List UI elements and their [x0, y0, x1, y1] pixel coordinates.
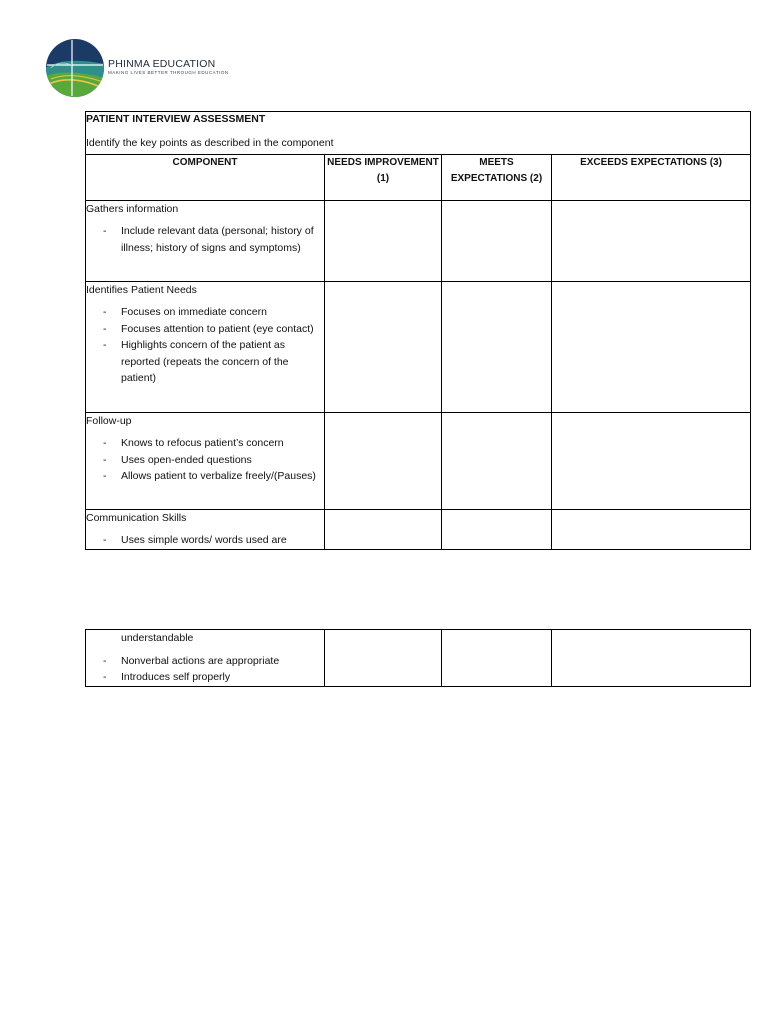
score-cell[interactable]: [552, 282, 751, 413]
score-cell[interactable]: [552, 510, 751, 550]
column-header-needs-improvement: NEEDS IMPROVEMENT (1): [325, 155, 442, 201]
column-header-component: COMPONENT: [86, 155, 325, 201]
component-name: Follow-up: [86, 415, 132, 427]
score-cell[interactable]: [325, 413, 442, 510]
score-cell[interactable]: [442, 201, 552, 282]
score-cell[interactable]: [325, 282, 442, 413]
table-header: [86, 112, 751, 155]
brand-tagline: MAKING LIVES BETTER THROUGH EDUCATION: [108, 70, 229, 75]
list-item: - Uses simple words/ words used are: [86, 532, 324, 549]
list-item: - Nonverbal actions are appropriate: [86, 653, 324, 670]
component-cell: [86, 510, 325, 550]
score-cell[interactable]: [552, 413, 751, 510]
list-item: - Allows patient to verbalize freely/(Pauses): [86, 468, 324, 485]
component-cell: [86, 282, 325, 413]
column-header-exceeds-expectations: EXCEEDS EXPECTATIONS (3): [552, 155, 751, 201]
phinma-logo-icon: [45, 38, 105, 98]
list-item: - Focuses on immediate concern: [86, 304, 324, 321]
score-cell[interactable]: [325, 630, 442, 687]
score-cell[interactable]: [442, 630, 552, 687]
table-row: [86, 201, 751, 282]
table-row: [86, 282, 751, 413]
component-name: Gathers information: [86, 203, 179, 215]
component-cell: [86, 201, 325, 282]
table-title: PATIENT INTERVIEW ASSESSMENT: [86, 113, 266, 125]
score-cell[interactable]: [442, 282, 552, 413]
score-cell[interactable]: [325, 201, 442, 282]
brand: [108, 58, 229, 76]
column-header-meets-expectations: MEETS EXPECTATIONS (2): [442, 155, 552, 201]
table-row: [86, 630, 751, 687]
component-cell: [86, 413, 325, 510]
list-item: - Focuses attention to patient (eye contact): [86, 321, 324, 338]
list-item: - Include relevant data (personal; history of illness; history of signs and symptoms): [86, 223, 324, 256]
carryover-text: understandable: [121, 632, 194, 644]
component-name: Communication Skills: [86, 512, 187, 524]
table-row: [86, 413, 751, 510]
score-cell[interactable]: [552, 630, 751, 687]
score-cell[interactable]: [552, 201, 751, 282]
table-row: [86, 510, 751, 550]
component-name: Identifies Patient Needs: [86, 284, 197, 296]
list-item: - Highlights concern of the patient as reported (repeats the concern of the patient): [86, 337, 324, 387]
list-item: - Uses open-ended questions: [86, 452, 324, 469]
score-cell[interactable]: [442, 510, 552, 550]
score-cell[interactable]: [442, 413, 552, 510]
score-cell[interactable]: [325, 510, 442, 550]
component-cell: [86, 630, 325, 687]
brand-name: PHINMA EDUCATION: [108, 58, 216, 70]
list-item: - Knows to refocus patient’s concern: [86, 435, 324, 452]
table-instruction: Identify the key points as described in the component: [86, 137, 334, 149]
rubric-table-continued: [85, 629, 751, 687]
list-item: - Introduces self properly: [86, 669, 324, 686]
rubric-table: [85, 111, 751, 550]
